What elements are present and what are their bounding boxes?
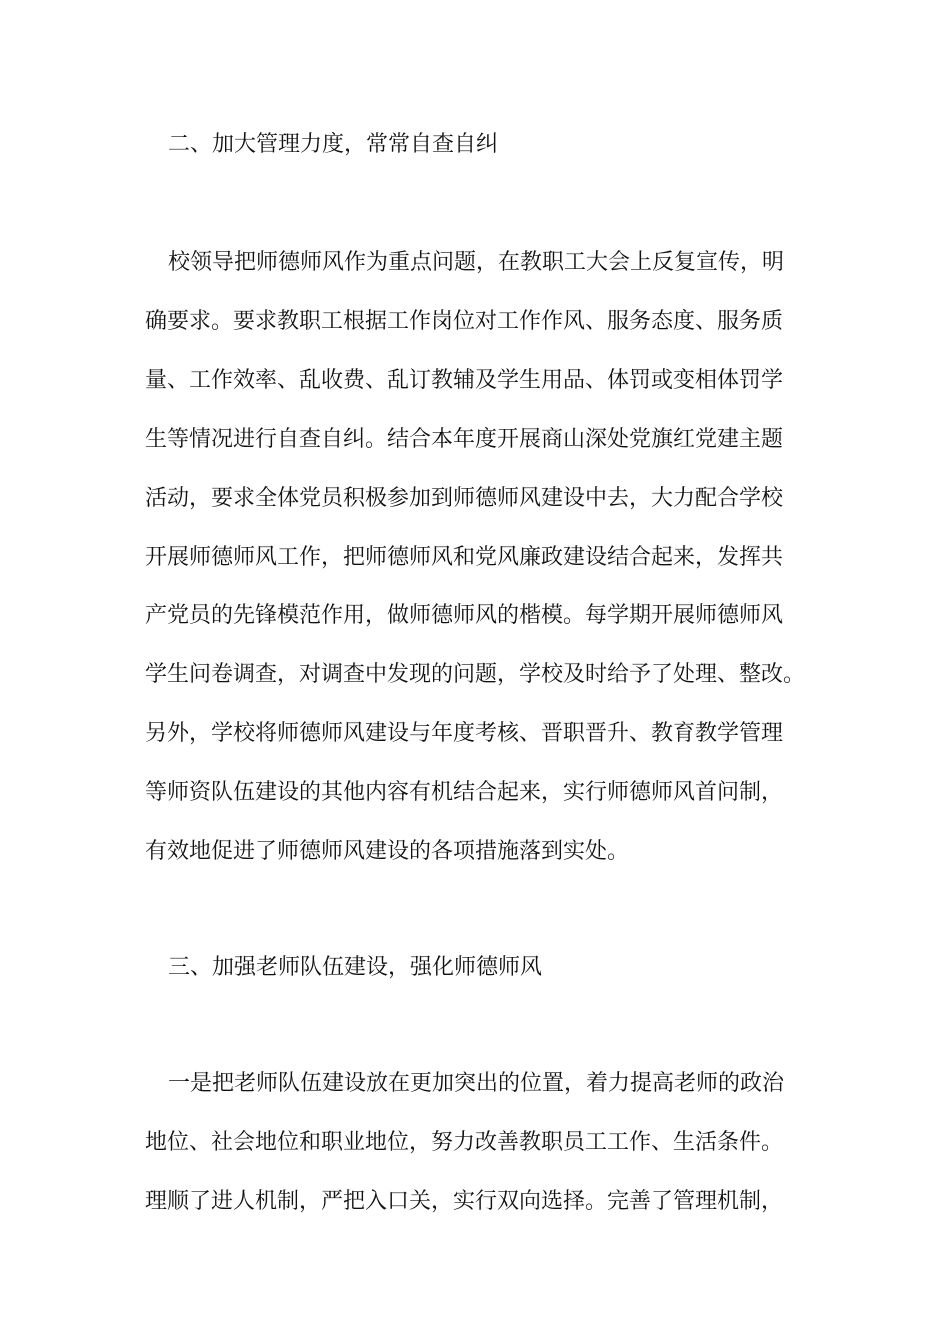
paragraph-line: 确要求。要求教职工根据工作岗位对工作作风、服务态度、服务质 xyxy=(145,309,784,334)
paragraph-line: 有效地促进了师德师风建设的各项措施落到实处。 xyxy=(145,839,630,864)
paragraph-line: 地位、社会地位和职业地位，努力改善教职员工工作、生活条件。 xyxy=(145,1130,784,1155)
paragraph-line: 等师资队伍建设的其他内容有机结合起来，实行师德师风首问制， xyxy=(145,780,784,805)
paragraph-line: 活动，要求全体党员积极参加到师德师风建设中去，大力配合学校 xyxy=(145,486,784,511)
paragraph-line: 另外，学校将师德师风建设与年度考核、晋职晋升、教育教学管理 xyxy=(145,721,784,746)
section-heading-2: 二、加大管理力度，常常自查自纠 xyxy=(168,132,499,157)
paragraph-line: 产党员的先锋模范作用，做师德师风的楷模。每学期开展师德师风 xyxy=(145,603,784,628)
paragraph-line: 生等情况进行自查自纠。结合本年度开展商山深处党旗红党建主题 xyxy=(145,427,784,452)
paragraph-line: 理顺了进人机制，严把入口关，实行双向选择。完善了管理机制， xyxy=(145,1189,784,1214)
paragraph-line: 量、工作效率、乱收费、乱订教辅及学生用品、体罚或变相体罚学 xyxy=(145,368,784,393)
paragraph-line: 学生问卷调查，对调查中发现的问题，学校及时给予了处理、整改。 xyxy=(145,662,806,687)
section-heading-3: 三、加强老师队伍建设，强化师德师风 xyxy=(168,955,543,980)
paragraph-line: 校领导把师德师风作为重点问题，在教职工大会上反复宣传，明 xyxy=(168,250,785,275)
paragraph-line: 一是把老师队伍建设放在更加突出的位置，着力提高老师的政治 xyxy=(168,1071,785,1096)
paragraph-line: 开展师德师风工作，把师德师风和党风廉政建设结合起来，发挥共 xyxy=(145,545,784,570)
